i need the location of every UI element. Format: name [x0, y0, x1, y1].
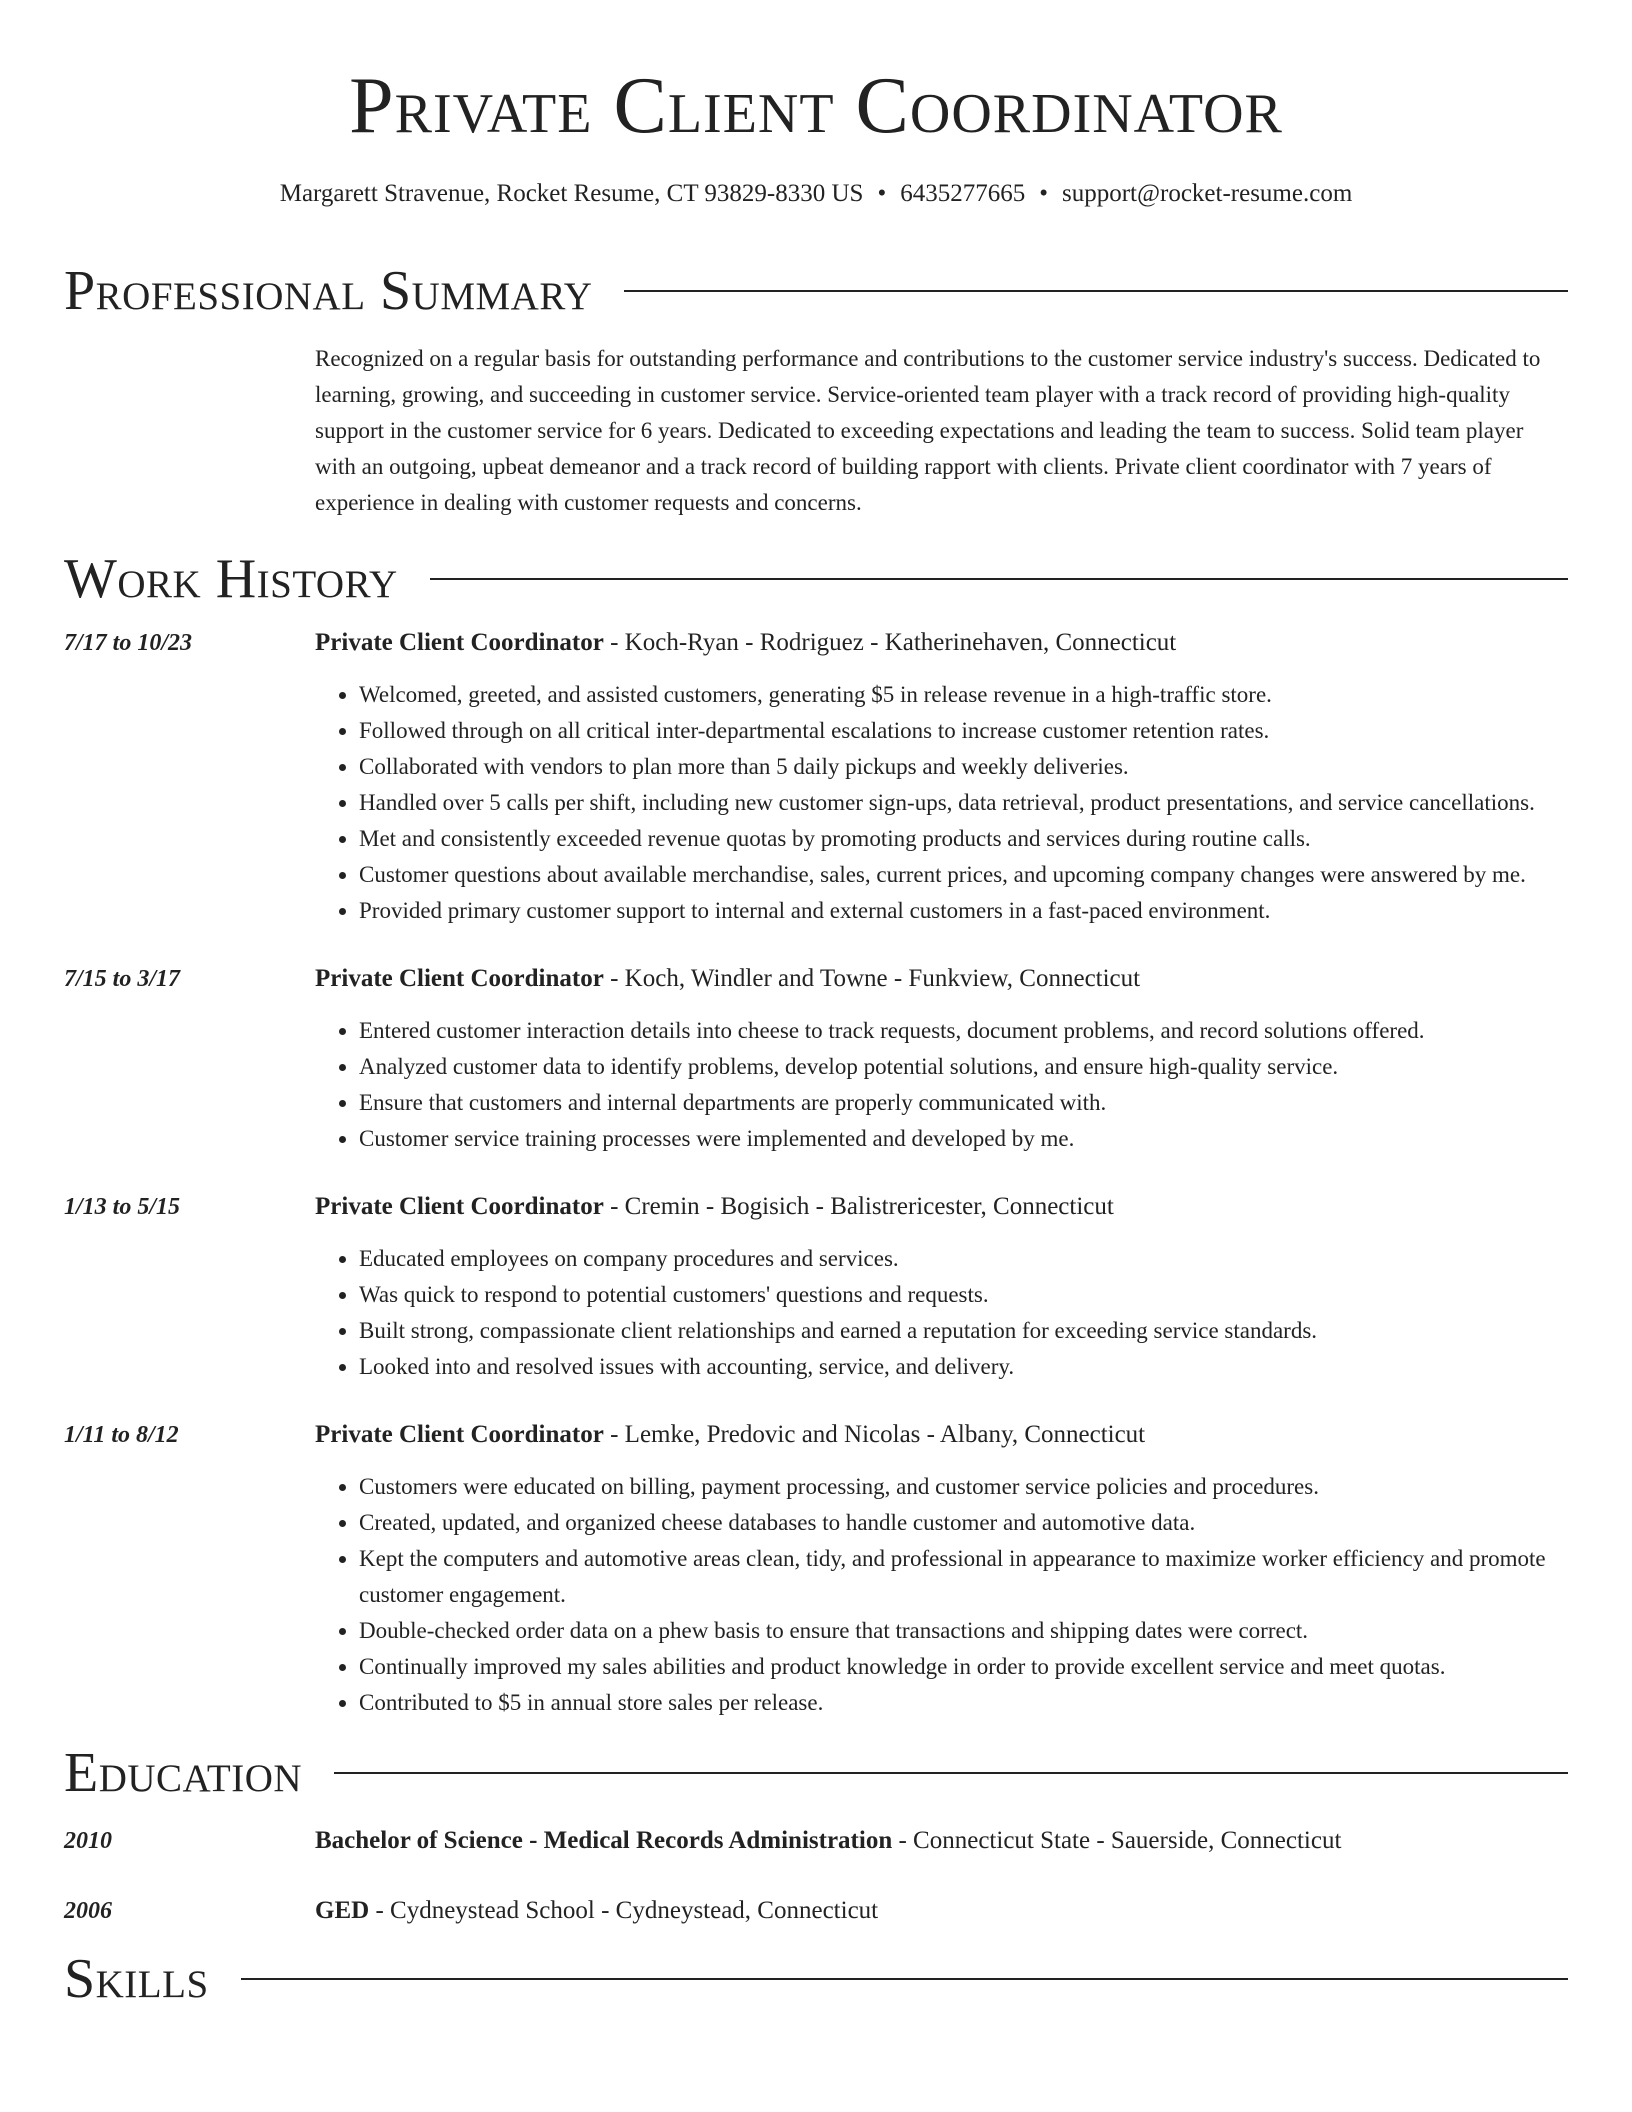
job-entry: [64, 961, 1568, 1157]
job-bullet: • Contributed to $5 in annual store sales per release.: [359, 1685, 1568, 1721]
job-bullet: • Kept the computers and automotive areas clean, tidy, and professional in appearance to maximize worker efficiency and promote customer engagement.: [359, 1541, 1568, 1613]
job-bullet: • Welcomed, greeted, and assisted customers, generating $5 in release revenue in a high-traffic store.: [359, 677, 1568, 713]
skills-section-header: [64, 1947, 1568, 2010]
job-bullet: • Customer service training processes were implemented and developed by me.: [359, 1121, 1568, 1157]
job-title: Private Client Coordinator: [315, 628, 604, 656]
education-year: 2006: [64, 1897, 112, 1924]
job-company-location: - Lemke, Predovic and Nicolas - Albany, Connecticut: [603, 1420, 1146, 1448]
job-bullet: • Customer questions about available merchandise, sales, current prices, and upcoming company changes were answered by me.: [359, 857, 1568, 893]
job-bullet: • Entered customer interaction details into cheese to track requests, document problems, and record solutions offered.: [359, 1013, 1568, 1049]
job-bullet: • Double-checked order data on a phew basis to ensure that transactions and shipping dates were correct.: [359, 1613, 1568, 1649]
contact-email: support@rocket-resume.com: [1061, 180, 1353, 207]
job-body: [315, 625, 1568, 929]
job-dates: 7/15 to 3/17: [64, 965, 181, 992]
work-heading: Work History: [64, 547, 398, 610]
job-title: Private Client Coordinator: [315, 1192, 604, 1220]
job-bullet: • Provided primary customer support to internal and external customers in a fast-paced environment.: [359, 893, 1568, 929]
job-body: [315, 961, 1568, 1157]
job-bullet: • Collaborated with vendors to plan more than 5 daily pickups and weekly deliveries.: [359, 749, 1568, 785]
job-company-location: - Koch, Windler and Towne - Funkview, Connecticut: [603, 964, 1141, 992]
job-bullet: • Educated employees on company procedures and services.: [359, 1241, 1568, 1277]
job-body: [315, 1189, 1568, 1385]
contact-phone: 6435277665: [900, 180, 1026, 207]
job-dates: 1/13 to 5/15: [64, 1193, 181, 1220]
job-title-line: [315, 625, 1568, 661]
job-bullet: • Built strong, compassionate client relationships and earned a reputation for exceeding service standards.: [359, 1313, 1568, 1349]
job-bullet: • Ensure that customers and internal departments are properly communicated with.: [359, 1085, 1568, 1121]
job-bullet: • Analyzed customer data to identify problems, develop potential solutions, and ensure high-quality service.: [359, 1049, 1568, 1085]
job-bullet: • Met and consistently exceeded revenue quotas by promoting products and services during routine calls.: [359, 821, 1568, 857]
job-bullets: [315, 1013, 1568, 1157]
education-section-header: [64, 1741, 1568, 1804]
contact-separator: •: [877, 180, 887, 207]
job-bullet: • Was quick to respond to potential customers' questions and requests.: [359, 1277, 1568, 1313]
resume-name-title: Private Client Coordinator: [349, 62, 1283, 150]
education-body: [315, 1823, 1568, 1859]
summary-heading: Professional Summary: [64, 259, 593, 322]
job-title-line: [315, 1417, 1568, 1453]
section-divider: [430, 578, 1568, 580]
education-degree: GED: [315, 1896, 370, 1924]
section-divider: [241, 1978, 1568, 1980]
contact-address: Margarett Stravenue, Rocket Resume, CT 93829-8330 US: [279, 180, 864, 207]
education-title-line: [315, 1823, 1568, 1859]
job-body: [315, 1417, 1568, 1721]
job-title: Private Client Coordinator: [315, 964, 604, 992]
contact-separator: •: [1039, 180, 1048, 207]
job-dates: 1/11 to 8/12: [64, 1421, 179, 1448]
job-bullets: [315, 1469, 1568, 1721]
skills-heading: Skills: [64, 1947, 209, 2010]
education-year: 2010: [64, 1827, 112, 1854]
job-bullets: [315, 677, 1568, 929]
job-entry: [64, 625, 1568, 929]
job-bullet: • Continually improved my sales abilities and product knowledge in order to provide excellent service and meet quotas.: [359, 1649, 1568, 1685]
job-bullet: • Customers were educated on billing, payment processing, and customer service policies and procedures.: [359, 1469, 1568, 1505]
education-entry: [64, 1893, 1568, 1929]
job-entry: [64, 1189, 1568, 1385]
job-title-line: [315, 961, 1568, 997]
section-divider: [334, 1772, 1568, 1774]
job-company-location: - Koch-Ryan - Rodriguez - Katherinehaven, Connecticut: [603, 628, 1177, 656]
summary-paragraph: Recognized on a regular basis for outstanding performance and contributions to the customer service industry's success. Dedicated to learning, growing, and succeeding in customer service. Service-oriented team player with a track record of providing high-quality support in the customer service for 6 years. Dedicated to exceeding expectations and leading the team to success. Solid team player with an outgoing, upbeat demeanor and a track record of building rapport with clients. Private client coordinator with 7 years of experience in dealing with customer requests and concerns.: [315, 345, 1541, 515]
summary-section-header: [64, 259, 1568, 322]
job-bullet: • Handled over 5 calls per shift, including new customer sign-ups, data retrieval, product presentations, and service cancellations.: [359, 785, 1568, 821]
section-divider: [624, 290, 1568, 292]
job-entry: [64, 1417, 1568, 1721]
job-title: Private Client Coordinator: [315, 1420, 604, 1448]
education-title-line: [315, 1893, 1568, 1929]
education-entry: [64, 1823, 1568, 1859]
job-dates: 7/17 to 10/23: [64, 629, 193, 656]
education-degree: Bachelor of Science - Medical Records Administration: [315, 1826, 893, 1854]
job-bullet: • Looked into and resolved issues with accounting, service, and delivery.: [359, 1349, 1568, 1385]
education-school-location: - Connecticut State - Sauerside, Connecticut: [892, 1826, 1342, 1854]
job-bullets: [315, 1241, 1568, 1385]
education-school-location: - Cydneystead School - Cydneystead, Connecticut: [369, 1896, 879, 1924]
job-title-line: [315, 1189, 1568, 1225]
education-body: [315, 1893, 1568, 1929]
contact-line: [64, 178, 1568, 211]
work-history-list: [64, 625, 1568, 1721]
work-section-header: [64, 547, 1568, 610]
job-bullet: • Followed through on all critical inter-departmental escalations to increase customer retention rates.: [359, 713, 1568, 749]
job-bullet: • Created, updated, and organized cheese databases to handle customer and automotive data.: [359, 1505, 1568, 1541]
education-heading: Education: [64, 1741, 303, 1804]
job-company-location: - Cremin - Bogisich - Balistrericester, Connecticut: [603, 1192, 1114, 1220]
